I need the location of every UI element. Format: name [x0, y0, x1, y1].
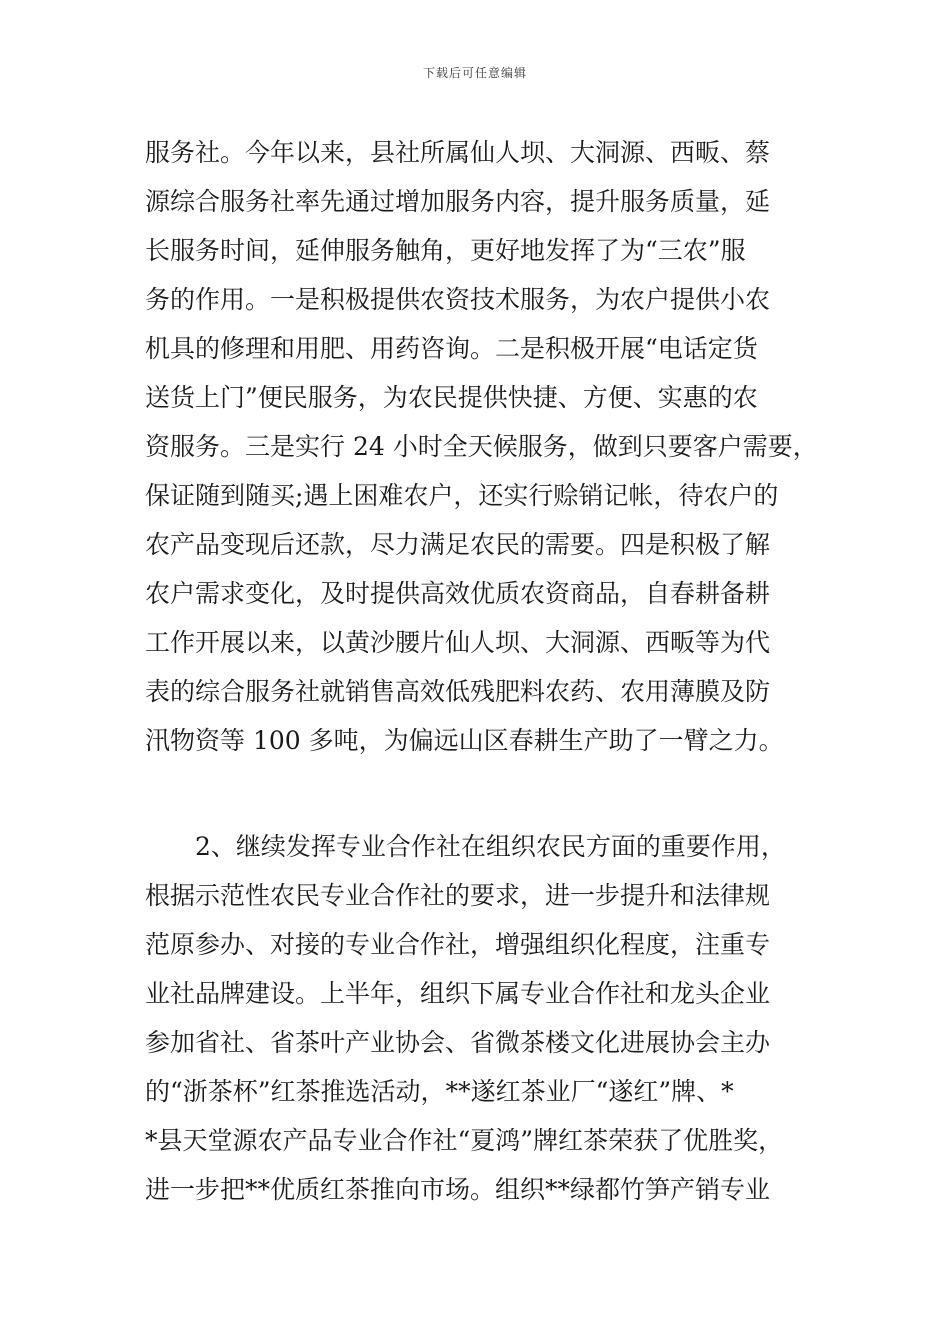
text-line: 根据示范性农民专业合作社的要求，进一步提升和法律规	[145, 881, 771, 910]
text-line: 农产品变现后还款，尽力满足农民的需要。四是积极了解	[145, 530, 771, 559]
text-line: 源综合服务社率先通过增加服务内容，提升服务质量，延	[145, 187, 771, 216]
text-line: 业社品牌建设。上半年，组织下属专业合作社和龙头企业	[145, 979, 771, 1008]
header-note: 下载后可任意编辑	[422, 66, 527, 80]
text-line: 服务社。今年以来，县社所属仙人坝、大洞源、西畈、蔡	[145, 138, 771, 167]
text-line-indented: 2、继续发挥专业合作社在组织农民方面的重要作用，	[195, 832, 786, 861]
text-line: 的“浙茶杯”红茶推选活动，**遂红茶业厂“遂红”牌、*	[145, 1077, 734, 1106]
text-line: 进一步把**优质红茶推向市场。组织**绿都竹笋产销专业	[145, 1175, 771, 1204]
text-line: 保证随到随买;遇上困难农户，还实行赊销记帐，待农户的	[145, 481, 779, 510]
text-line: 汛物资等 100 多吨，为偏远山区春耕生产助了一臂之力。	[145, 726, 784, 755]
text-line: 长服务时间，延伸服务触角，更好地发挥了为“三农”服	[145, 236, 746, 265]
text-line: 务的作用。一是积极提供农资技术服务，为农户提供小农	[145, 285, 771, 314]
paragraph-professional-cooperatives	[145, 822, 825, 1214]
text-line: 农户需求变化，及时提供高效优质农资商品，自春耕备耕	[145, 579, 771, 608]
text-line: 表的综合服务社就销售高效低残肥料农药、农用薄膜及防	[145, 677, 771, 706]
text-line: 送货上门”便民服务，为农民提供快捷、方便、实惠的农	[145, 383, 758, 412]
text-line: 工作开展以来，以黄沙腰片仙人坝、大洞源、西畈等为代	[145, 628, 771, 657]
paragraph-service-cooperatives	[145, 128, 825, 765]
text-line: *县天堂源农产品专业合作社“夏鸿”牌红茶荣获了优胜奖，	[145, 1126, 784, 1155]
text-line: 参加省社、省茶叶产业协会、省微茶楼文化进展协会主办	[145, 1028, 771, 1057]
text-line: 范原参办、对接的专业合作社，增强组织化程度，注重专	[145, 930, 771, 959]
text-line: 资服务。三是实行 24 小时全天候服务，做到只要客户需要，	[145, 432, 818, 461]
text-line: 机具的修理和用肥、用药咨询。二是积极开展“电话定货	[145, 334, 758, 363]
